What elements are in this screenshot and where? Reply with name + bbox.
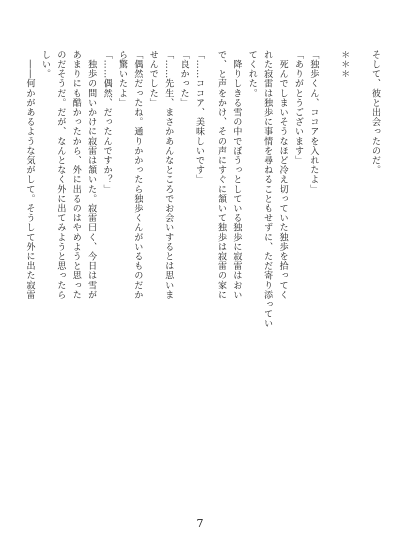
text-line: ＊＊＊: [339, 50, 350, 79]
text-line: 死んでしまいそうなほど冷え切っていた独歩を拾ってく: [277, 50, 288, 300]
text-line: れた寂雷は独歩に事情を尋ねることもせずに、ただ寄り添ってい: [262, 50, 273, 329]
blank-line: [320, 50, 335, 512]
blank-line: [351, 50, 366, 512]
text-line: ら驚いたよ」: [116, 50, 127, 108]
text-line: 「ありがとうございます」: [292, 50, 303, 166]
text-line: 「……偶然、だったんですか？」: [101, 50, 112, 194]
text-line: 「……ココア、美味しいです」: [194, 50, 204, 185]
text-line: そして、彼と出会ったのだ。: [370, 50, 380, 175]
text-line: せんでした」: [147, 50, 158, 108]
left-text-block: [22, 50, 206, 512]
text-line: 独歩の問いかけに寂雷は頷いた。寂雷曰く、今日は雪が: [86, 50, 97, 300]
text-line: 「独歩くん、ココアを入れたよ」: [308, 50, 319, 194]
text-line: あまりにも酷かったから、外に出るのはやめようと思った: [70, 50, 81, 300]
text-line: しい。: [39, 50, 50, 79]
text-line: てくれた。: [246, 50, 257, 98]
text-line: 「良かった」: [178, 50, 189, 108]
text-line: 降りしきる雪の中でぼうっとしている独歩に寂雷はおい: [231, 50, 242, 300]
text-line: 「偶然だったね。通りかかったら独歩くんがいるものだか: [132, 50, 143, 300]
page-number: 7: [196, 517, 204, 530]
text-line: で、と声をかけ、その声にすぐに頷いて独歩は寂雷の家に: [215, 50, 226, 300]
text-line: ――何かがあるような気がして。そうして外に出た寂雷: [24, 50, 35, 300]
right-text-block: [214, 50, 382, 512]
text-line: のだそうだ。だが、なんとなく外に出てみようと思ったら: [55, 50, 66, 300]
text-line: 「……先生、まさかあんなところでお会いするとは思いま: [163, 50, 174, 300]
